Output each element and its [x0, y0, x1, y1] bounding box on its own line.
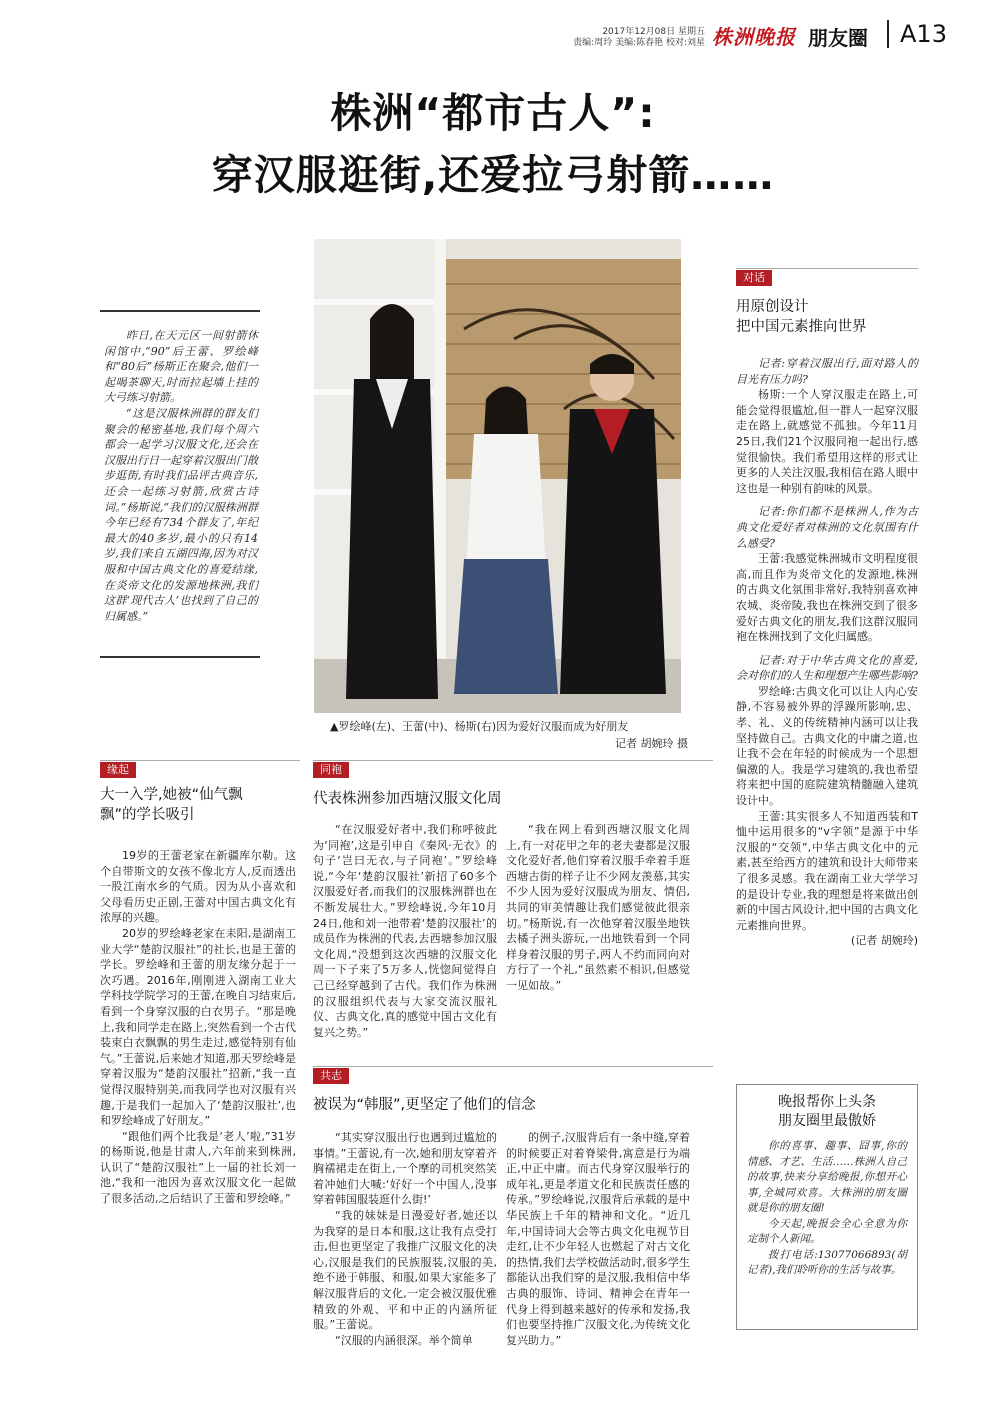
section-title: 朋友圈 [808, 26, 868, 50]
col1-rule [100, 760, 300, 761]
sec3-paragraph-b1: 的例子,汉服背后有一条中缝,穿着的时候要正对着脊梁骨,寓意是行为端正,中正中庸。而古代身穿汉服举行的成年礼,更是孝道文化和民族责任感的传承。”罗绘峰说,汉服背后承载的是中华民族上千年的精神和文化。“近几年,中国诗词大会等古典文化电视节目走红,让不少年轻人也燃起了对古文化的热情,我们去学校做活动时,很多学生都能认出我们穿的是汉服,我相信中华古典的服饰、诗词、精神会在青年一代身上得到越来越好的传承和发扬,我们也要坚持推广汉服文化,为传统文化复兴助力。” [506, 1131, 690, 1347]
header-date: 2017年12月08日 星期五 [602, 27, 705, 37]
promo-body [747, 1139, 907, 1279]
col1-tag: 缘起 [100, 762, 136, 778]
sec3-subhead: 被误为“韩服”,更坚定了他们的信念 [313, 1097, 536, 1113]
col1-paragraph-1: 19岁的王蕾老家在新疆库尔勒。这个自带斯文的女孩不像北方人,反而透出一股江南水乡的气质。因为从小喜欢和父母看历史正剧,王蕾对中国古典文化有浓厚的兴趣。 [100, 849, 296, 925]
photo-illustration [314, 239, 681, 713]
col1-subhead-line-2: 飘”的学长吸引 [100, 807, 195, 823]
intro-top-rule [100, 310, 260, 312]
sec2-subhead: 代表株洲参加西塘汉服文化周 [313, 791, 502, 807]
sec2-rule [313, 760, 713, 761]
dialog-answer-1: 杨斯:一个人穿汉服走在路上,可能会觉得很尴尬,但一群人一起穿汉服走在路上,就感觉不孤独。今年11月25日,我们21个汉服同袍一起出行,感觉很愉快。我们希望用这样的形式让更多的人关注汉服,我相信在路人眼中这也是一种别有韵味的风景。 [736, 388, 918, 495]
dialog-question-2: 记者:你们都不是株洲人,作为古典文化爱好者对株洲的文化氛围有什么感受? [736, 505, 918, 550]
col1-body [100, 848, 296, 1207]
col1-paragraph-3: “跟他们两个比我是‘老人’啦,”31岁的杨斯说,他是甘肃人,六年前来到株洲,认识了“楚韵汉服社”上一届的社长刘一池,“我和一池因为喜欢汉服文化一起做了很多活动,之后结识了王蕾和罗绘峰。” [100, 1129, 296, 1206]
newspaper-logo: 株洲晚报 [712, 25, 796, 49]
sec2-body-col-b [506, 822, 690, 994]
sec3-rule [313, 1066, 713, 1067]
header-editors: 责编:周玲 美编:陈春艳 校对:刘星 [573, 38, 705, 48]
dialog-byline: (记者 胡婉玲) [850, 934, 918, 948]
sec2-paragraph-b1: “我在网上看到西塘汉服文化周上,有一对花甲之年的老夫妻都是汉服文化爱好者,他们穿着汉服手牵着手逛西塘古街的样子让不少网友羡慕,其实不少人因为爱好汉服成为朋友、情侣,共同的审美情趣让我们感觉彼此很亲切。”杨斯说,有一次他穿着汉服坐地铁去橘子洲头游玩,一出地铁看到一个同样身着汉服的男子,两人不约而同向对方行了一个礼,“虽然素不相识,但感觉一见如故。” [506, 823, 690, 992]
dialog-question-1: 记者:穿着汉服出行,面对路人的目光有压力吗? [736, 357, 918, 386]
promo-title-line-1: 晚报帮你上头条 [778, 1094, 876, 1110]
col1-subhead-line-1: 大一入学,她被“仙气飘 [100, 787, 243, 803]
sec2-tag: 同袍 [313, 762, 349, 778]
promo-title-line-2: 朋友圈里最傲娇 [778, 1113, 876, 1129]
sec3-tag: 共志 [313, 1068, 349, 1084]
headline-line-1: 株洲“都市古人”: [330, 89, 656, 137]
sec3-body-col-a [313, 1130, 497, 1348]
promo-paragraph-2: 今天起,晚报会全心全意为你定制个人新闻。 [747, 1217, 907, 1245]
col1-paragraph-2: 20岁的罗绘峰老家在耒阳,是湖南工业大学“楚韵汉服社”的社长,也是王蕾的学长。罗绘峰和王蕾的朋友缘分起于一次巧遇。2016年,刚刚进入湖南工业大学科技学院学习的王蕾,在晚自习结束后,看到一个身穿汉服的白衣男子。“那是晚上,我和同学走在路上,突然看到一个古代装束白衣飘飘的男生走过,感觉特别有仙气。”王蕾说,后来她才知道,那天罗绘峰是穿着汉服为“楚韵汉服社”招新,“我一直觉得汉服特别美,而我同学也对汉服有兴趣,于是我们一起加入了‘楚韵汉服社’,也和罗绘峰成了好朋友。” [100, 926, 296, 1128]
headline-line-2: 穿汉服逛街,还爱拉弓射箭…… [211, 151, 775, 199]
intro-text [104, 328, 258, 624]
sec3-body-col-b [506, 1130, 690, 1348]
dialog-subhead-line-2: 把中国元素推向世界 [736, 319, 867, 335]
promo-paragraph-3: 拨打电话:13077066893(胡记者),我们聆听你的生活与故事。 [747, 1248, 907, 1276]
dialog-answer-3: 罗绘峰:古典文化可以让人内心安静,不容易被外界的浮躁所影响,忠、孝、礼、义的传统精神内涵可以让我坚持做自己。古典文化的中庸之道,也让我不会在年轻的时候成为一个思想偏激的人。我是学习建筑的,我也希望将来把中国的庭院建筑精髓融入建筑设计中。 [736, 684, 918, 808]
sec3-paragraph-a3: “汉服的内涵很深。举个简单 [335, 1333, 473, 1347]
header-divider [887, 20, 889, 48]
dialog-question-3: 记者:对于中华古典文化的喜爱,会对你们的人生和理想产生哪些影响? [736, 653, 918, 683]
dialog-spacer [736, 496, 918, 504]
dialog-tag: 对话 [736, 270, 772, 286]
header-meta [555, 27, 705, 49]
photo-caption: ▲罗绘峰(左)、王蕾(中)、杨斯(右)因为爱好汉服而成为好朋友 [330, 720, 629, 733]
intro-paragraph-1: 昨日,在天元区一间射箭休闲馆中,“90”后王蕾、罗绘峰和“80后”杨斯正在聚会,他们一起喝茶聊天,时而拉起墙上挂的大弓练习射箭。 [104, 329, 258, 405]
sec3-paragraph-a2: “我的妹妹是日漫爱好者,她还以为我穿的是日本和服,这让我有点受打击,但也更坚定了我推广汉服文化的决心,汉服是我们的民族服装,汉服的美,绝不逊于韩服、和服,如果大家能多了解汉服背后的文化,一定会被汉服优雅精致的外观、平和中正的内涵所征服。”王蕾说。 [313, 1208, 497, 1332]
promo-paragraph-1: 你的喜事、趣事、囧事,你的情感、才艺、生活……株洲人自己的故事,快来分享给晚报,你想开心事,全城同欢喜。大株洲的朋友圈就是你的朋友圈! [747, 1140, 907, 1214]
sec2-paragraph-a1: “在汉服爱好者中,我们称呼彼此为‘同袍’,这是引申自《秦风·无衣》的句子‘岂曰无衣,与子同袍’。”罗绘峰说,“今年‘楚韵汉服社’新招了60多个汉服爱好者,而我们的汉服株洲群也在不断发展壮大。”罗绘峰说,今年10月24日,他和刘一池带着‘楚韵汉服社’的成员作为株洲的代表,去西塘参加汉服文化周,“没想到这次西塘的汉服文化周一下子来了5万多人,恍惚间觉得自己已经穿越到了古代。我们作为株洲的汉服组织代表与大家交流汉服礼仪、古典文化,真的感觉中国古文化有复兴之势。” [313, 823, 497, 1039]
dialog-body [736, 356, 918, 949]
sec3-paragraph-a1: “其实穿汉服出行也遇到过尴尬的事情。”王蕾说,有一次,她和朋友穿着齐胸襦裙走在街上,一个摩的司机突然笑着冲她们大喊:‘好好一个中国人,没事穿着韩国服装逛什么街!’ [313, 1131, 497, 1207]
intro-paragraph-2: “这是汉服株洲群的群友们聚会的秘密基地,我们每个周六都会一起学习汉服文化,还会在汉服出行日一起穿着汉服出门散步逛街,有时我们品评古典音乐,还会一起练习射箭,欣赏古诗词。”杨斯说,“我们的汉服株洲群今年已经有734个群友了,年纪最大的40多岁,最小的只有14岁,我们来自五湖四海,因为对汉服和中国古典文化的喜爱结缘,在炎帝文化的发源地株洲,我们这群‘现代古人’也找到了自己的归属感。” [104, 406, 258, 623]
dialog-answer-2: 王蕾:我感觉株洲城市文明程度很高,而且作为炎帝文化的发源地,株洲的古典文化氛围非常好,我特别喜欢神农城、炎帝陵,我也在株洲交到了很多爱好古典文化的朋友,我们这群汉服同袍在株洲找到了文化归属感。 [736, 552, 918, 644]
dialog-answer-4: 王蕾:其实很多人不知道西装和T恤中运用很多的“v字领”是源于中华汉服的“交领”,中华古典文化中的元素,甚至给西方的建筑和设计大师带来了很多灵感。我在湖南工业大学学习的是设计专业,我的理想是将来做出创新的中国古风设计,把中国的古典文化元素推向世界。 [736, 809, 918, 932]
promo-box [736, 1084, 918, 1330]
group-photo [314, 239, 681, 713]
photo-credit: 记者 胡婉玲 摄 [615, 737, 688, 750]
page-number: A13 [900, 20, 947, 48]
dialog-rule [736, 268, 918, 269]
dialog-spacer [736, 645, 918, 653]
intro-bottom-rule [100, 656, 260, 658]
sec2-body-col-a [313, 822, 497, 1040]
dialog-subhead-line-1: 用原创设计 [736, 299, 809, 315]
